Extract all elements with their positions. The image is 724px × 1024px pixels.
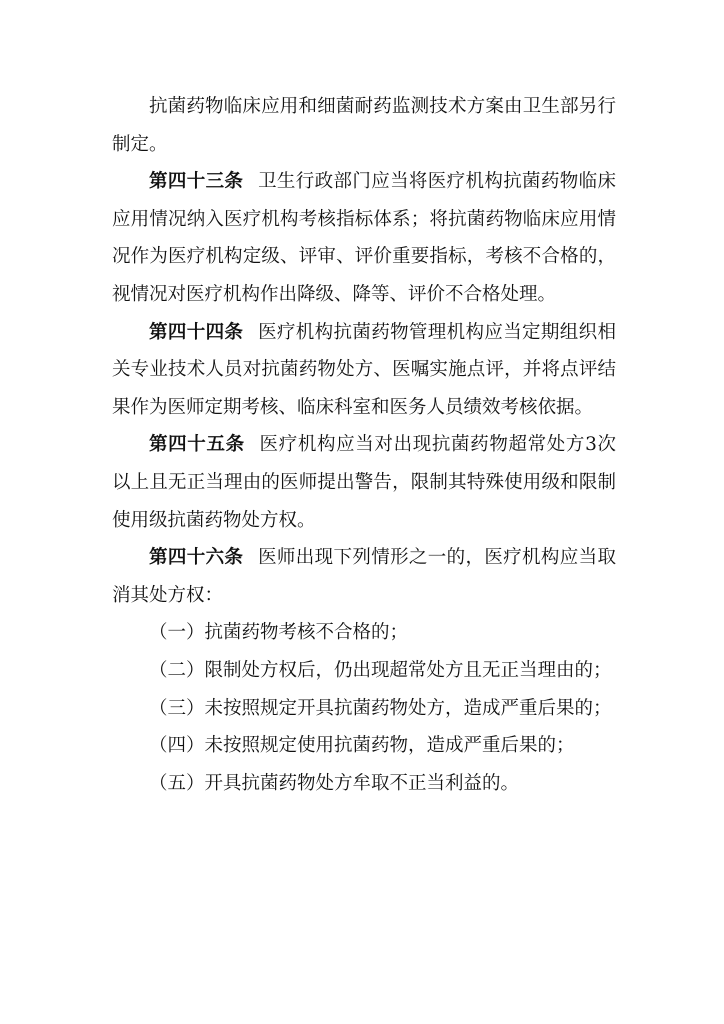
article-number: 第四十五条	[149, 434, 245, 456]
list-item-4: （四）未按照规定使用抗菌药物，造成严重后果的；	[149, 735, 575, 757]
article-number: 第四十六条	[149, 547, 244, 569]
list-item-1: （一）抗菌药物考核不合格的；	[149, 622, 409, 644]
article-number: 第四十四条	[149, 321, 244, 343]
article-43	[112, 163, 616, 313]
article-44	[112, 314, 616, 427]
article-text: 医师出现下列情形之一的，医疗机构应当取消其处方权：	[112, 547, 616, 606]
list-item-5: （五）开具抗菌药物处方牟取不正当利益的。	[149, 772, 520, 794]
article-46	[112, 539, 616, 614]
article-text: 医疗机构抗菌药物管理机构应当定期组织相关专业技术人员对抗菌药物处方、医嘱实施点评，并将点评结果作为医师定期考核、临床科室和医务人员绩效考核依据。	[112, 321, 616, 418]
paragraph-intro	[112, 88, 616, 163]
article-45	[112, 426, 616, 539]
article-text: 医疗机构应当对出现抗菌药物超常处方3次以上且无正当理由的医师提出警告，限制其特殊使用级和限制使用级抗菌药物处方权。	[112, 434, 616, 531]
document-page	[112, 88, 616, 802]
article-number: 第四十三条	[149, 171, 244, 193]
article-text: 卫生行政部门应当将医疗机构抗菌药物临床应用情况纳入医疗机构考核指标体系；将抗菌药物临床应用情况作为医疗机构定级、评审、评价重要指标，考核不合格的，视情况对医疗机构作出降级、降等、评价不合格处理。	[112, 171, 616, 305]
list-item-2: （二）限制处方权后，仍出现超常处方且无正当理由的；	[149, 659, 612, 681]
paragraph-text: 抗菌药物临床应用和细菌耐药监测技术方案由卫生部另行制定。	[112, 96, 616, 155]
list-item-3: （三）未按照规定开具抗菌药物处方，造成严重后果的；	[149, 697, 612, 719]
